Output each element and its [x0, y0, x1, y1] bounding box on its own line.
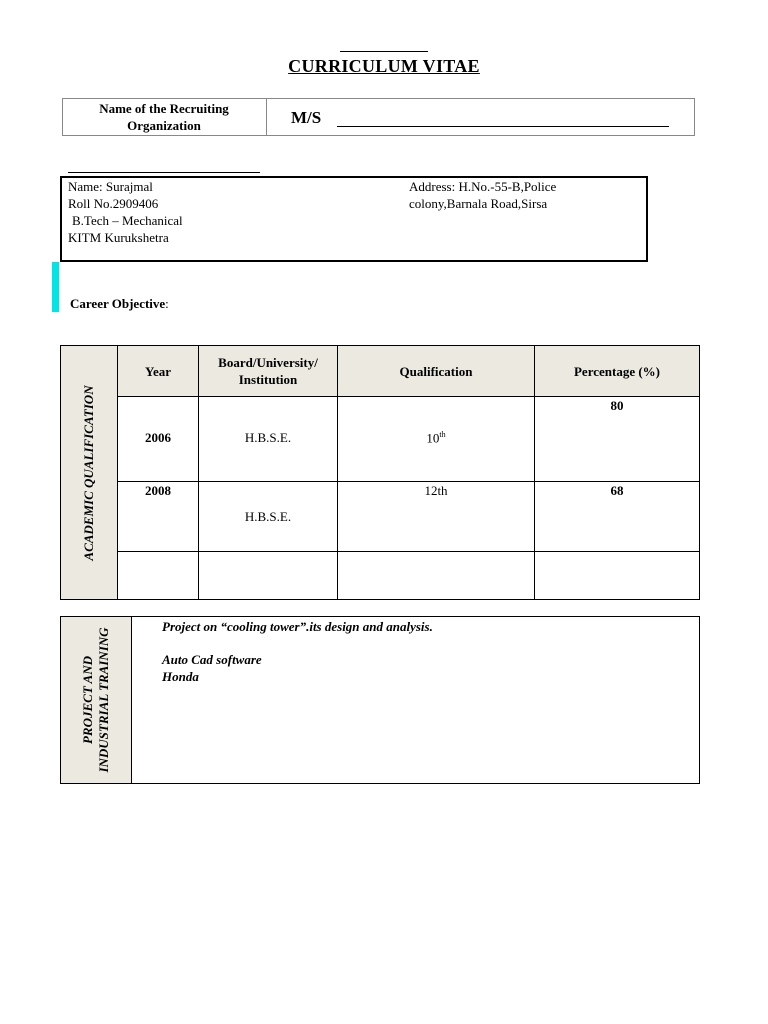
row1-qualification-cell — [338, 397, 535, 482]
organization-label: Name of the Recruiting Organization — [99, 101, 229, 133]
row1-year-cell — [118, 397, 199, 482]
project-side-label-line2: INDUSTRIAL TRAINING — [96, 627, 111, 773]
row3-year-cell — [118, 552, 199, 600]
row1-year: 2006 — [145, 430, 171, 445]
project-item: Project on “cooling tower”.its design and analysis. — [162, 619, 433, 634]
row1-qualification-sup: th — [439, 430, 446, 439]
row1-qualification-value: 10 — [426, 430, 440, 446]
organization-ms-prefix: M/S — [291, 108, 322, 127]
row2-percentage: 68 — [610, 483, 624, 498]
table-row — [61, 552, 700, 600]
candidate-details — [68, 178, 183, 246]
career-objective-heading — [70, 296, 169, 312]
row3-board-cell — [199, 552, 338, 600]
row2-qualification: 12th — [424, 483, 448, 498]
row2-board-cell — [199, 482, 338, 552]
cursor-marker — [52, 262, 59, 312]
header-board: Board/University/ Institution — [199, 346, 338, 397]
header-year: Year — [118, 346, 199, 397]
table-row — [61, 397, 700, 482]
candidate-name: Name: Surajmal — [68, 179, 153, 194]
table-row — [61, 482, 700, 552]
address-line-1: Address: H.No.-55-B,Police — [409, 179, 557, 194]
row2-year: 2008 — [145, 483, 171, 498]
row1-board: H.B.S.E. — [244, 430, 292, 445]
project-training-table — [60, 616, 700, 784]
row2-qualification-cell — [338, 482, 535, 552]
row1-percentage-cell — [535, 397, 700, 482]
page-title: CURRICULUM VITAE — [288, 56, 480, 76]
row2-percentage-cell — [535, 482, 700, 552]
project-item: Honda — [162, 669, 199, 684]
header-rule — [68, 172, 260, 173]
row1-qualification — [338, 430, 534, 446]
header-qualification: Qualification — [338, 346, 535, 397]
candidate-roll: Roll No.2909406 — [68, 196, 159, 211]
row3-percentage-cell — [535, 552, 700, 600]
project-content-cell — [132, 617, 700, 784]
title-overline — [340, 51, 428, 52]
header-percentage: Percentage (%) — [535, 346, 700, 397]
row2-board: H.B.S.E. — [244, 509, 292, 524]
career-objective-label: Career Objective — [70, 296, 166, 311]
row1-percentage: 80 — [610, 398, 624, 413]
address-line-2: colony,Barnala Road,Sirsa — [409, 196, 548, 211]
project-side-label-cell — [61, 617, 132, 784]
candidate-address — [409, 178, 556, 212]
candidate-degree: B.Tech – Mechanical — [72, 213, 183, 228]
academic-qualification-table — [60, 345, 700, 600]
project-side-label-line1: PROJECT AND — [80, 656, 95, 745]
row2-year-cell — [118, 482, 199, 552]
academic-side-label: ACADEMIC QUALIFICATION — [81, 384, 96, 561]
row1-board-cell — [199, 397, 338, 482]
project-item: Auto Cad software — [162, 652, 262, 667]
career-objective-colon: : — [165, 296, 169, 311]
project-side-label — [80, 627, 112, 772]
row3-qualification-cell — [338, 552, 535, 600]
organization-divider — [266, 98, 267, 136]
candidate-institute: KITM Kurukshetra — [68, 230, 169, 245]
organization-name-blank — [337, 126, 669, 127]
academic-side-label-cell — [61, 346, 118, 600]
